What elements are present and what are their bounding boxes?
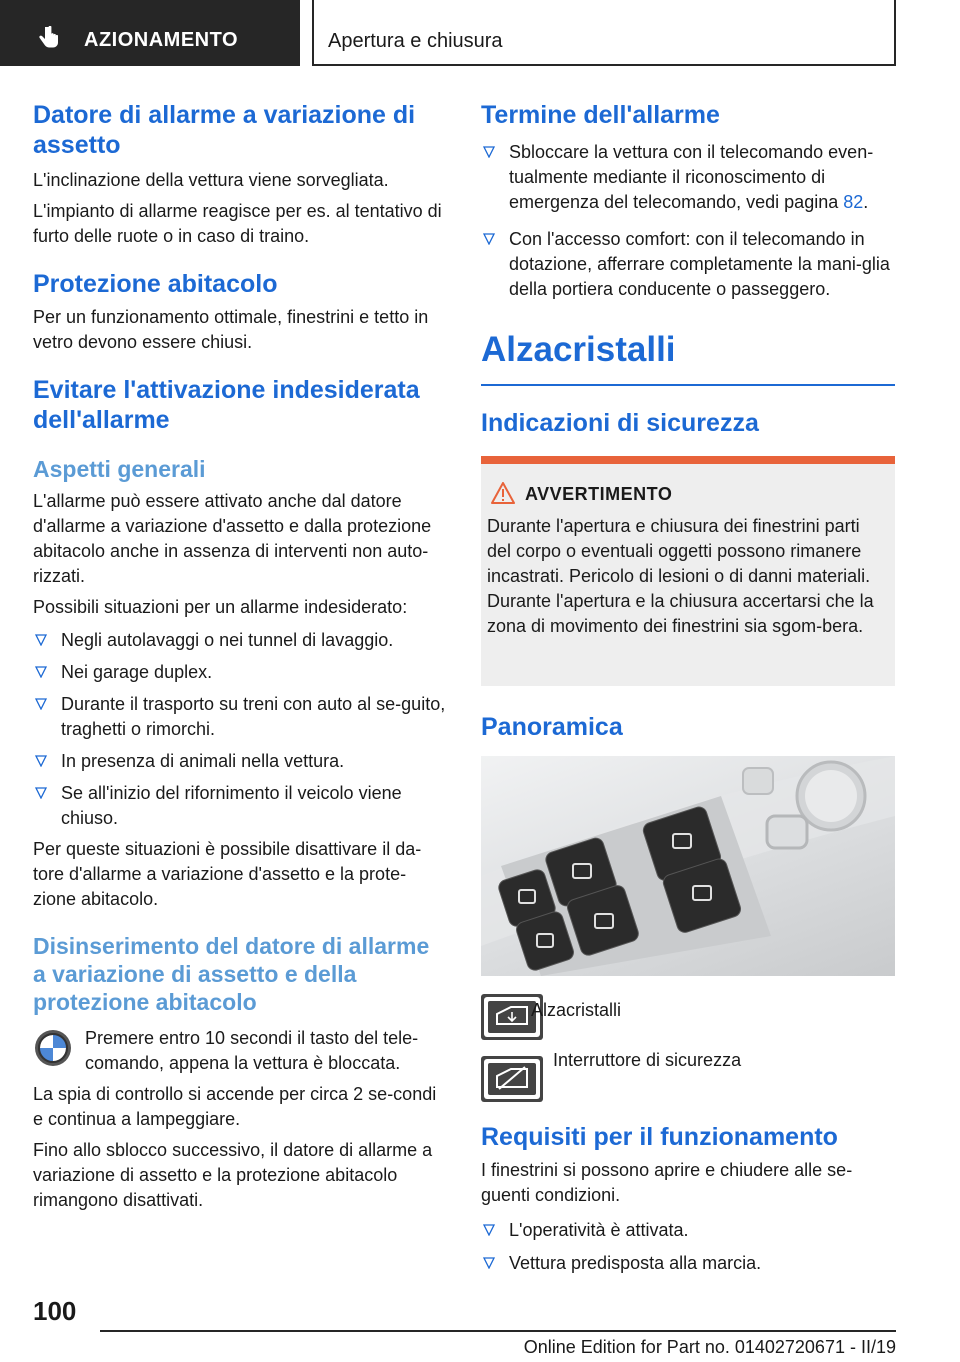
- situations-intro: Possibili situazioni per un allarme indesiderato:: [33, 597, 408, 617]
- triangle-bullet-icon: [35, 698, 47, 710]
- legend-label-1: Alzacristalli: [531, 1000, 622, 1020]
- triangle-bullet-icon: [483, 1224, 495, 1236]
- legend-item-1: [481, 994, 895, 1042]
- heading-safety: Indicazioni di sicurezza: [481, 409, 759, 437]
- heading-end-alarm: Termine dell'allarme: [481, 101, 720, 129]
- hand-pointer-icon: [38, 26, 60, 52]
- disable-instruction: [33, 1026, 447, 1078]
- list-item: Vettura predisposta alla marcia.: [481, 1251, 895, 1276]
- heading-requirements: Requisiti per il funzionamento: [481, 1123, 838, 1151]
- disable-instruction-text: Premere entro 10 secondi il tasto del tele-comando, appena la vettura è bloccata.: [85, 1028, 419, 1073]
- list-item: Nei garage duplex.: [33, 660, 447, 685]
- heading-general: Aspetti generali: [33, 456, 206, 482]
- page-header: [0, 0, 960, 66]
- situations-outro: Per queste situazioni è possibile disattivare il da-tore d'allarme a variazione d'assetto e la prote-zione abitacolo.: [33, 839, 422, 909]
- left-column: [33, 100, 447, 1213]
- chapter-tab-label: AZIONAMENTO: [84, 29, 239, 51]
- page-number: 100: [33, 1296, 77, 1326]
- right-column: [481, 100, 895, 1276]
- warning-triangle-icon: [491, 482, 515, 504]
- list-item: Durante il trasporto su treni con auto al se-guito, traghetti o rimorchi.: [33, 692, 447, 742]
- legend-icon-safety: [481, 1056, 543, 1102]
- situations-list: [33, 628, 447, 831]
- warning-box: [481, 456, 895, 686]
- warning-text: Durante l'apertura e chiusura dei finestrini parti del corpo o eventuali oggetti possono rimanere incastrati. Pericolo di lesioni o di danni materiali. Durante l'apertura e la chiusura accertarsi che la zona di movimento dei finestrini sia sgom-bera.: [487, 516, 874, 636]
- list-item: In presenza di animali nella vettura.: [33, 749, 447, 774]
- triangle-bullet-icon: [35, 787, 47, 799]
- disable-paragraph-1: La spia di controllo si accende per circa 2 se-condi e continua a lampeggiare.: [33, 1084, 437, 1129]
- triangle-bullet-icon: [483, 233, 495, 245]
- heading-tilt-alarm: Datore di allarme a variazione di assetto: [33, 101, 416, 159]
- requirements-list: [481, 1218, 895, 1276]
- requirements-paragraph: I finestrini si possono aprire e chiudere alle se-guenti condizioni.: [481, 1160, 853, 1205]
- warning-bar: [481, 456, 895, 464]
- list-item: Con l'accesso comfort: con il telecomando in dotazione, afferrare completamente la mani-glia della portiera conducente o passeggero.: [481, 227, 895, 302]
- triangle-bullet-icon: [35, 755, 47, 767]
- triangle-bullet-icon: [483, 146, 495, 158]
- end-alarm-list: [481, 140, 895, 302]
- window-switch-photo: [481, 756, 895, 976]
- safety-switch-icon: [481, 1056, 543, 1102]
- triangle-bullet-icon: [35, 666, 47, 678]
- triangle-bullet-icon: [483, 1257, 495, 1269]
- heading-avoid-alarm: Evitare l'attivazione indesiderata dell'allarme: [33, 376, 420, 434]
- page-link[interactable]: 82: [843, 192, 864, 212]
- heading-disable-alarm: Disinserimento del datore di allarme a variazione di assetto e della protezione abitacolo: [33, 933, 430, 1015]
- legend-item-2: [481, 1050, 895, 1104]
- window-switch-illustration: [481, 756, 895, 976]
- tilt-paragraph-1: L'inclinazione della vettura viene sorvegliata.: [33, 170, 389, 190]
- heading-interior-protection: Protezione abitacolo: [33, 270, 278, 298]
- list-item: Se all'inizio del rifornimento il veicolo viene chiuso.: [33, 781, 447, 831]
- footer-rule: [100, 1330, 896, 1332]
- chapter-rule: [481, 384, 895, 386]
- interior-paragraph: Per un funzionamento ottimale, finestrini e tetto in vetro devono essere chiusi.: [33, 307, 429, 352]
- remote-key-icon: [33, 1028, 73, 1068]
- general-paragraph: L'allarme può essere attivato anche dal datore d'allarme a variazione d'assetto e dalla protezione abitacolo anche in assenza di interventi non auto-rizzati.: [33, 491, 432, 586]
- heading-overview: Panoramica: [481, 713, 623, 741]
- legend-label-2: Interruttore di sicurezza: [553, 1050, 742, 1070]
- tilt-paragraph-2: L'impianto di allarme reagisce per es. al tentativo di furto delle ruote o in caso di traino.: [33, 201, 442, 246]
- chapter-heading: Alzacristalli: [481, 330, 676, 369]
- chapter-tab: [0, 0, 300, 66]
- section-header: [312, 0, 896, 66]
- list-item: Sbloccare la vettura con il telecomando even-tualmente mediante il riconoscimento di emergenza del telecomando, vedi pagina 82.: [481, 140, 895, 215]
- edition-note: Online Edition for Part no. 01402720671 - II/19: [523, 1337, 896, 1357]
- disable-paragraph-2: Fino allo sblocco successivo, il datore di allarme a variazione di assetto e la protezione abitacolo rimangono disattivati.: [33, 1140, 433, 1210]
- list-item: L'operatività è attivata.: [481, 1218, 895, 1243]
- warning-title: AVVERTIMENTO: [525, 484, 673, 504]
- section-header-label: Apertura e chiusura: [328, 30, 503, 52]
- list-item: Negli autolavaggi o nei tunnel di lavaggio.: [33, 628, 447, 653]
- triangle-bullet-icon: [35, 634, 47, 646]
